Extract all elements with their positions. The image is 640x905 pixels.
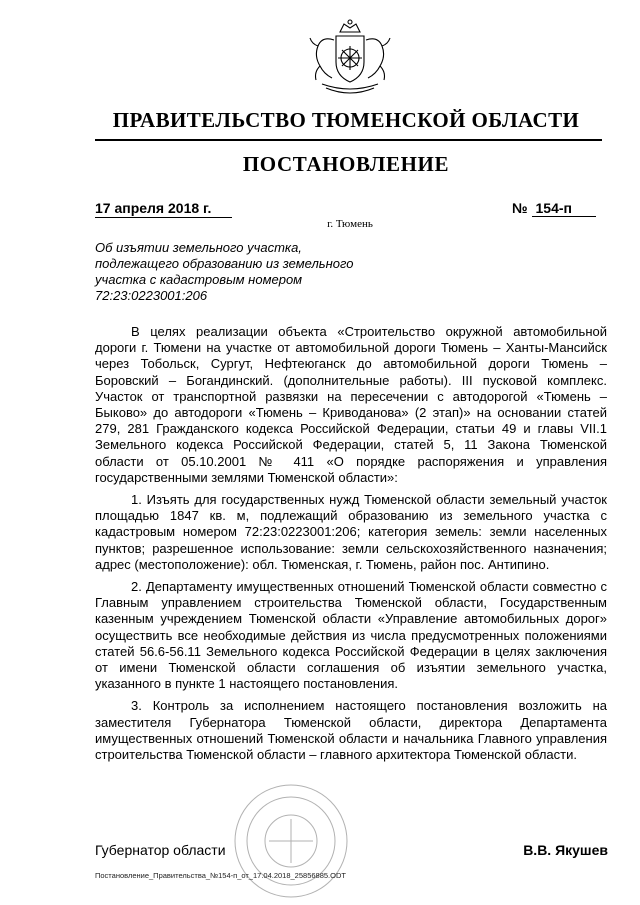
official-seal-stamp <box>232 782 350 900</box>
intro-paragraph: В целях реализации объекта «Строительство окружной автомобильной дороги г. Тюмени на участке от автомобильной дороги Тюмень – Ханты-Мансийск через Тобольск, Сургут, Нефтеюганск до автомобильной дороги Тюмень – Боровский – Богандинский. (дополнительные работы). III пусковой комплекс. Участок от транспортной развязки на пересечении с автодорогой «Тюмень – Быково» до автодороги «Тюмень – Криводанова» (2 этап)» на основании статей 279, 281 Гражданского кодекса Российской Федерации, статьи 49 и главы VII.1 Земельного кодекса Российской Федерации, статей 5, 11 Закона Тюменской области от 05.10.2001 № 411 «О порядке распоряжения и управления государственными землями Тюменской области»: <box>95 324 607 485</box>
file-footer: Постановление_Правительства_№154-п_от_17.04.2018_25856885.ODT <box>95 871 346 880</box>
government-title: ПРАВИТЕЛЬСТВО ТЮМЕНСКОЙ ОБЛАСТИ <box>112 108 580 132</box>
clause-1: 1. Изъять для государственных нужд Тюменской области земельный участок площадью 1847 кв. м, подлежащий образованию из земельного участка с кадастровым номером 72:23:0223001:206; категория земель: земли населенных пунктов; разрешенное использование: земли сельскохозяйственного назначения; адрес (местоположение): обл. Тюменская, г. Тюмень, район пос. Антипино. <box>95 492 607 572</box>
title-divider <box>95 139 602 141</box>
clause-2: 2. Департаменту имущественных отношений Тюменской области совместно с Главным управлением строительства Тюменской области, Государственным казенным учреждением Тюменской области «Управление автомобильных дорог» осуществить все необходимые действия из числа предусмотренных положениями статей 56.6-56.11 Земельного кодекса Российской Федерации в целях заключения от имени Тюменской области соглашения об изъятии земельного участка, указанного в пункте 1 настоящего постановления. <box>95 579 607 692</box>
document-subject: Об изъятии земельного участка, подлежащего образованию из земельного участка с кадастровым номером 72:23:0223001:206 <box>95 240 354 303</box>
signer-name: В.В. Якушев <box>523 842 608 858</box>
number-value: 154-п <box>532 200 596 217</box>
document-date: 17 апреля 2018 г. <box>95 200 232 218</box>
document-city: г. Тюмень <box>327 218 373 230</box>
coat-of-arms-emblem <box>300 18 400 98</box>
document-body <box>95 324 607 763</box>
clause-3: 3. Контроль за исполнением настоящего постановления возложить на заместителя Губернатора Тюменской области, директора Департамента имущественных отношений Тюменской области и начальника Главного управления строительства Тюменской области – главного архитектора Тюменской области. <box>95 698 607 763</box>
number-label: № <box>512 200 528 216</box>
document-type-heading: ПОСТАНОВЛЕНИЕ <box>242 152 450 176</box>
signer-title: Губернатор области <box>95 842 226 858</box>
document-number <box>512 200 597 217</box>
